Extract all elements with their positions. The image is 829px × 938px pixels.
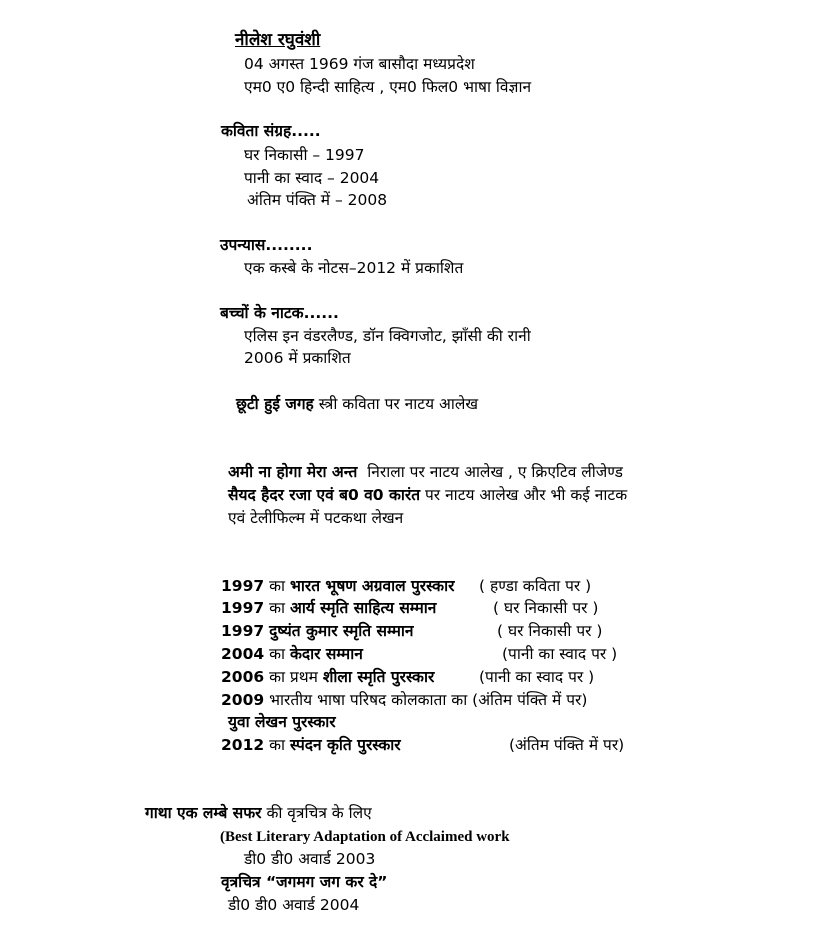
documentary-award-1: डी0 डी0 अवार्ड 2003 (244, 850, 376, 868)
award-prefix: का (269, 599, 285, 617)
award-note: (अंतिम पंक्ति में पर) (509, 736, 625, 754)
poetry-heading: कविता संग्रह..... (221, 122, 321, 140)
chhooti-desc: स्त्री कविता पर नाटय आलेख (318, 395, 479, 413)
children-plays-heading: बच्चों के नाटक...... (220, 304, 339, 322)
award-row (221, 734, 625, 756)
award-row (228, 711, 336, 733)
award-row (221, 689, 587, 711)
award-prefix: का (269, 645, 285, 663)
award-name: युवा लेखन पुरस्कार (228, 713, 336, 731)
award-prefix: का (269, 736, 285, 754)
award-note: (पानी का स्वाद पर ) (502, 645, 618, 663)
documentary-2-title: वृत्रचित्र “जगमग जग कर दे” (221, 873, 388, 891)
award-row (221, 575, 592, 597)
award-name: दुष्यंत कुमार स्मृति सम्मान (269, 622, 414, 640)
documentary-desc: की वृत्रचित्र के लिए (266, 804, 372, 822)
award-row (221, 643, 618, 665)
award-name: शीला स्मृति पुरस्कार (322, 668, 435, 686)
author-name: नीलेश रघुवंशी (235, 30, 321, 50)
plays-line-1 (228, 461, 623, 483)
award-note: (पानी का स्वाद पर ) (479, 668, 595, 686)
children-plays-line: एलिस इन वंडरलैण्ड, डॉन क्विगजोट, झाँसी की रानी (244, 327, 531, 345)
award-year: 1997 (221, 577, 265, 595)
award-name: स्पंदन कृति पुरस्कार (289, 736, 401, 754)
chhooti-line (236, 393, 478, 415)
award-year: 2009 (221, 691, 265, 709)
award-prefix: का (269, 577, 285, 595)
award-note: (अंतिम पंक्ति में पर) (472, 691, 588, 709)
plays-title-2: सैयद हैदर रजा एवं ब0 व0 कारंत (228, 486, 421, 504)
poetry-item: पानी का स्वाद – 2004 (244, 169, 380, 187)
documentary-award-english: (Best Literary Adaptation of Acclaimed work (220, 829, 510, 845)
award-year: 1997 (221, 599, 265, 617)
plays-title-1: अमी ना होगा मेरा अन्त (228, 463, 358, 481)
award-year: 2006 (221, 668, 265, 686)
award-prefix: का प्रथम (269, 668, 318, 686)
award-row (221, 620, 603, 642)
award-name: केदार सम्मान (289, 645, 363, 663)
poetry-item: अंतिम पंक्ति में – 2008 (247, 191, 388, 209)
novel-heading: उपन्यास........ (220, 236, 313, 254)
award-name: भारत भूषण अग्रवाल पुरस्कार (289, 577, 455, 595)
award-name: आर्य स्मृति साहित्य सम्मान (289, 599, 437, 617)
award-row (221, 597, 599, 619)
award-note: ( घर निकासी पर ) (497, 622, 603, 640)
documentary-line (145, 802, 372, 824)
award-prefix: भारतीय भाषा परिषद कोलकाता का (269, 691, 468, 709)
documentary-award-2: डी0 डी0 अवार्ड 2004 (228, 896, 360, 914)
plays-desc-2: पर नाटय आलेख और भी कई नाटक (425, 486, 628, 504)
children-plays-line: 2006 में प्रकाशित (244, 349, 351, 367)
plays-line-2 (228, 484, 627, 506)
novel-item: एक कस्बे के नोटस–2012 में प्रकाशित (244, 259, 464, 277)
plays-desc-1: निराला पर नाटय आलेख , ए क्रिएटिव लीजेण्ड (367, 463, 623, 481)
award-row (221, 666, 595, 688)
award-note: ( हण्डा कविता पर ) (479, 577, 592, 595)
award-year: 1997 (221, 622, 265, 640)
documentary-title: गाथा एक लम्बे सफर (145, 804, 262, 822)
author-education: एम0 ए0 हिन्दी साहित्य , एम0 फिल0 भाषा विज्ञान (244, 78, 532, 96)
author-birth: 04 अगस्त 1969 गंज बासौदा मध्यप्रदेश (244, 55, 475, 73)
plays-line-3: एवं टेलीफिल्म में पटकथा लेखन (228, 509, 404, 527)
award-note: ( घर निकासी पर ) (493, 599, 599, 617)
award-year: 2012 (221, 736, 265, 754)
award-year: 2004 (221, 645, 265, 663)
chhooti-title: छूटी हुई जगह (236, 395, 314, 413)
poetry-item: घर निकासी – 1997 (244, 146, 365, 164)
